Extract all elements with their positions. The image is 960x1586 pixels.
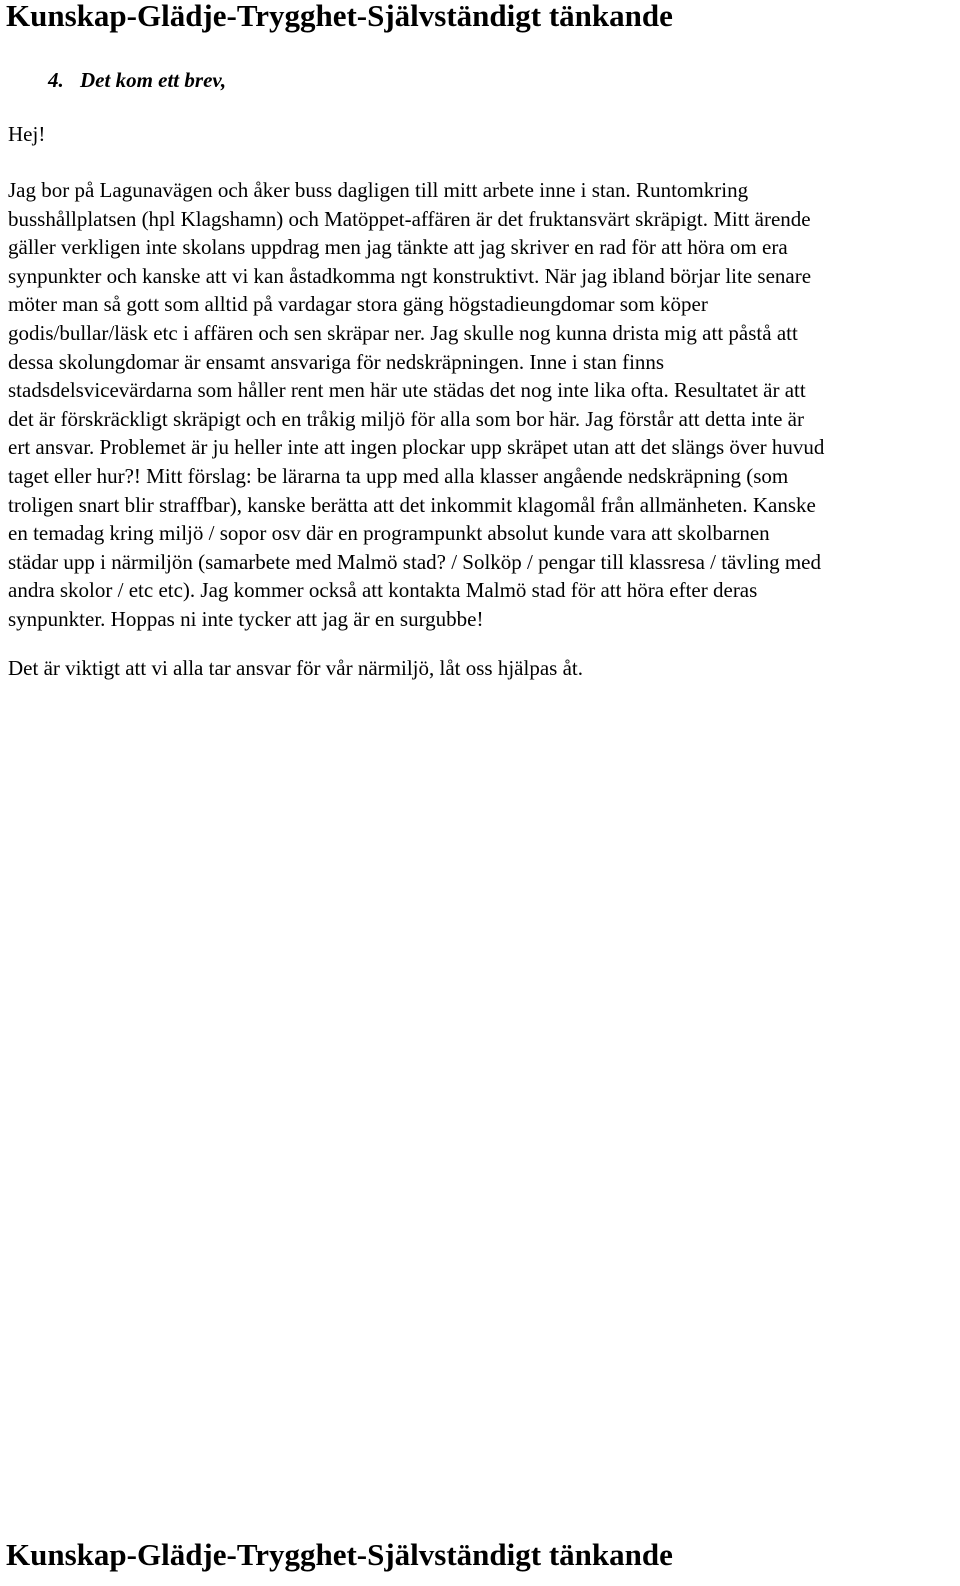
body-line: en temadag kring miljö / sopor osv där en programpunkt absolut kunde vara att skolbarnen [8, 521, 770, 546]
body-line: andra skolor / etc etc). Jag kommer också att kontakta Malmö stad för att höra efter deras [8, 578, 758, 603]
body-line: dessa skolungdomar är ensamt ansvariga för nedskräpningen. Inne i stan finns [8, 349, 665, 374]
body-line: ert ansvar. Problemet är ju heller inte att ingen plockar upp skräpet utan att det slängs över huvud [8, 435, 825, 460]
body-line: godis/bullar/läsk etc i affären och sen skräpar ner. Jag skulle nog kunna drista mig att påstå att [8, 320, 798, 345]
body-line: möter man så gott som alltid på vardagar stora gäng högstadieungdomar som köper [8, 292, 708, 317]
page-footer-title: Kunskap-Glädje-Trygghet-Självständigt tänkande [6, 1537, 673, 1572]
section-title: Det kom ett brev, [80, 68, 227, 92]
letter-body [8, 176, 952, 634]
body-line: synpunkter. Hoppas ni inte tycker att jag är en surgubbe! [8, 606, 484, 631]
letter-closing: Det är viktigt att vi alla tar ansvar för vår närmiljö, låt oss hjälpas åt. [8, 656, 583, 680]
body-line: stadsdelsvicevärdarna som håller rent men här ute städas det nog inte lika ofta. Resultatet är att [8, 378, 806, 403]
body-line: synpunkter och kanske att vi kan åstadkomma ngt konstruktivt. När jag ibland börjar lite senare [8, 263, 812, 288]
body-line: städar upp i närmiljön (samarbete med Malmö stad? / Solköp / pengar till klassresa / tävling med [8, 549, 821, 574]
body-line: taget eller hur?! Mitt förslag: be lärarna ta upp med alla klasser angående nedskräpning (som [8, 463, 789, 488]
section-heading [48, 66, 226, 94]
section-number: 4. [48, 68, 64, 92]
body-line: gäller verkligen inte skolans uppdrag men jag tänkte att jag skriver en rad för att höra om era [8, 235, 788, 260]
letter-greeting: Hej! [8, 122, 46, 146]
body-line: det är förskräckligt skräpigt och en tråkig miljö för alla som bor här. Jag förstår att detta inte är [8, 406, 804, 431]
body-line: Jag bor på Lagunavägen och åker buss dagligen till mitt arbete inne i stan. Runtomkring [8, 178, 749, 202]
body-line: troligen snart blir straffbar), kanske berätta att det inkommit klagomål från allmänheten. Kanske [8, 492, 816, 517]
page-header-title: Kunskap-Glädje-Trygghet-Självständigt tänkande [6, 0, 673, 33]
body-line: busshållplatsen (hpl Klagshamn) och Matöppet-affären är det fruktansvärt skräpigt. Mitt ärende [8, 206, 811, 231]
